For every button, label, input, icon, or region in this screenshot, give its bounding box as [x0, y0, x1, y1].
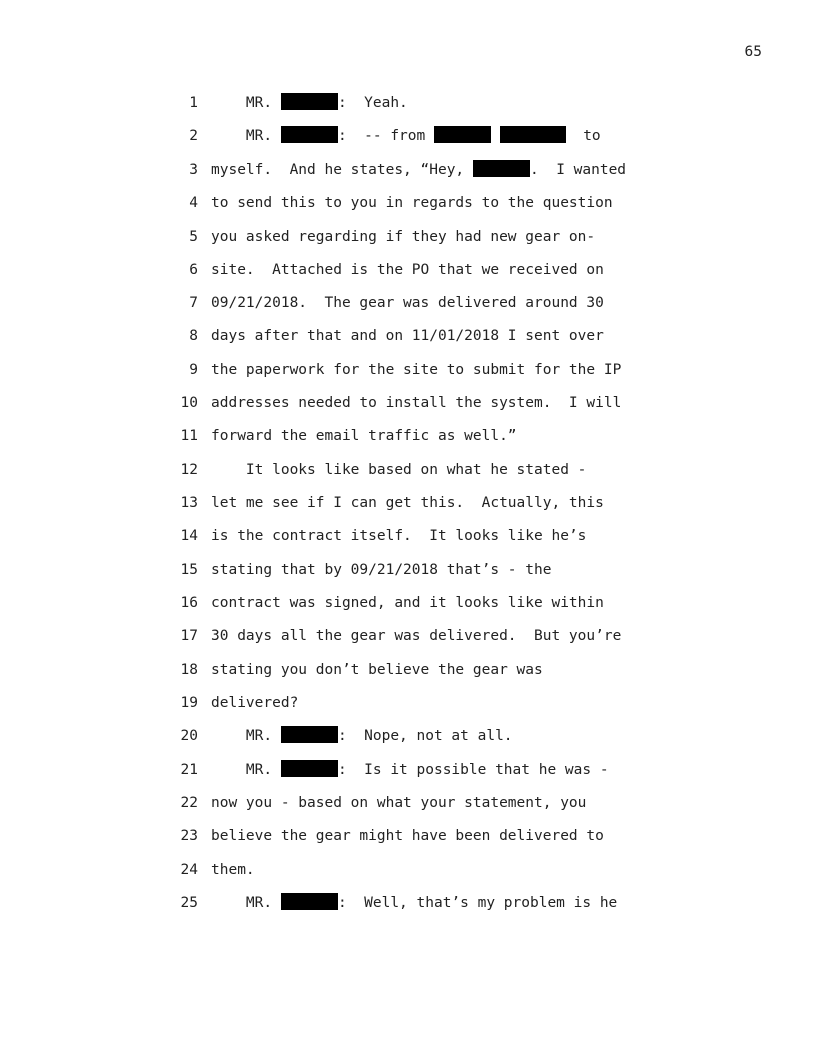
line-number: 15 [180, 562, 198, 578]
line-text: believe the gear might have been delivered to [211, 828, 604, 844]
line-text: It looks like based on what he stated - [211, 462, 587, 478]
line-number: 23 [180, 828, 198, 844]
transcript-line [0, 126, 816, 146]
line-text: to send this to you in regards to the question [211, 195, 613, 211]
transcript-line [0, 193, 816, 213]
line-number: 21 [180, 762, 198, 778]
line-number: 6 [189, 262, 198, 278]
line-text: MR. : Yeah. [211, 95, 408, 111]
line-text: the paperwork for the site to submit for the IP [211, 362, 622, 378]
line-text: is the contract itself. It looks like he’s [211, 528, 587, 544]
line-text: MR. : Nope, not at all. [211, 728, 513, 744]
transcript-line [0, 493, 816, 513]
transcript-line [0, 326, 816, 346]
redaction-block [281, 93, 338, 110]
line-number: 1 [189, 95, 198, 111]
line-number: 24 [180, 862, 198, 878]
transcript-line [0, 726, 816, 746]
line-number: 2 [189, 128, 198, 144]
line-text: forward the email traffic as well.” [211, 428, 517, 444]
line-number: 3 [189, 162, 198, 178]
transcript-line [0, 526, 816, 546]
transcript-line [0, 793, 816, 813]
page-number: 65 [744, 44, 762, 60]
line-text: site. Attached is the PO that we received on [211, 262, 604, 278]
redaction-block [500, 126, 566, 143]
line-number: 25 [180, 895, 198, 911]
line-text: MR. : Well, that’s my problem is he [211, 895, 618, 911]
transcript-line [0, 893, 816, 913]
transcript-line [0, 260, 816, 280]
line-number: 11 [180, 428, 198, 444]
line-number: 5 [189, 229, 198, 245]
line-text: contract was signed, and it looks like within [211, 595, 604, 611]
transcript-line [0, 593, 816, 613]
line-text: myself. And he states, “Hey, . I wanted [211, 162, 627, 178]
transcript-line [0, 227, 816, 247]
line-number: 19 [180, 695, 198, 711]
transcript-line [0, 160, 816, 180]
transcript-line [0, 293, 816, 313]
redaction-block [281, 726, 338, 743]
line-number: 22 [180, 795, 198, 811]
transcript-line [0, 760, 816, 780]
line-number: 9 [189, 362, 198, 378]
line-number: 20 [180, 728, 198, 744]
line-text: delivered? [211, 695, 299, 711]
transcript-line [0, 860, 816, 880]
line-text: MR. : Is it possible that he was - [211, 762, 609, 778]
line-text: MR. : -- from to [211, 128, 601, 144]
transcript-line [0, 393, 816, 413]
line-number: 7 [189, 295, 198, 311]
transcript-line [0, 426, 816, 446]
redaction-block [281, 893, 338, 910]
transcript-line [0, 93, 816, 113]
line-text: stating you don’t believe the gear was [211, 662, 543, 678]
redaction-block [434, 126, 491, 143]
transcript-line [0, 693, 816, 713]
line-text: addresses needed to install the system. I will [211, 395, 622, 411]
transcript-line [0, 626, 816, 646]
line-text: them. [211, 862, 255, 878]
line-text: 30 days all the gear was delivered. But you’re [211, 628, 622, 644]
line-text: days after that and on 11/01/2018 I sent over [211, 328, 604, 344]
redaction-block [281, 126, 338, 143]
transcript-line [0, 360, 816, 380]
transcript-line [0, 460, 816, 480]
line-number: 4 [189, 195, 198, 211]
line-number: 13 [180, 495, 198, 511]
line-text: 09/21/2018. The gear was delivered around 30 [211, 295, 604, 311]
line-text: now you - based on what your statement, you [211, 795, 587, 811]
line-number: 10 [180, 395, 198, 411]
transcript-line [0, 660, 816, 680]
redaction-block [473, 160, 530, 177]
transcript-line [0, 560, 816, 580]
redaction-block [281, 760, 338, 777]
transcript-line [0, 826, 816, 846]
line-number: 17 [180, 628, 198, 644]
line-number: 12 [180, 462, 198, 478]
line-text: you asked regarding if they had new gear on- [211, 229, 596, 245]
line-number: 16 [180, 595, 198, 611]
line-number: 18 [180, 662, 198, 678]
line-text: let me see if I can get this. Actually, this [211, 495, 604, 511]
line-text: stating that by 09/21/2018 that’s - the [211, 562, 552, 578]
line-number: 8 [189, 328, 198, 344]
line-number: 14 [180, 528, 198, 544]
